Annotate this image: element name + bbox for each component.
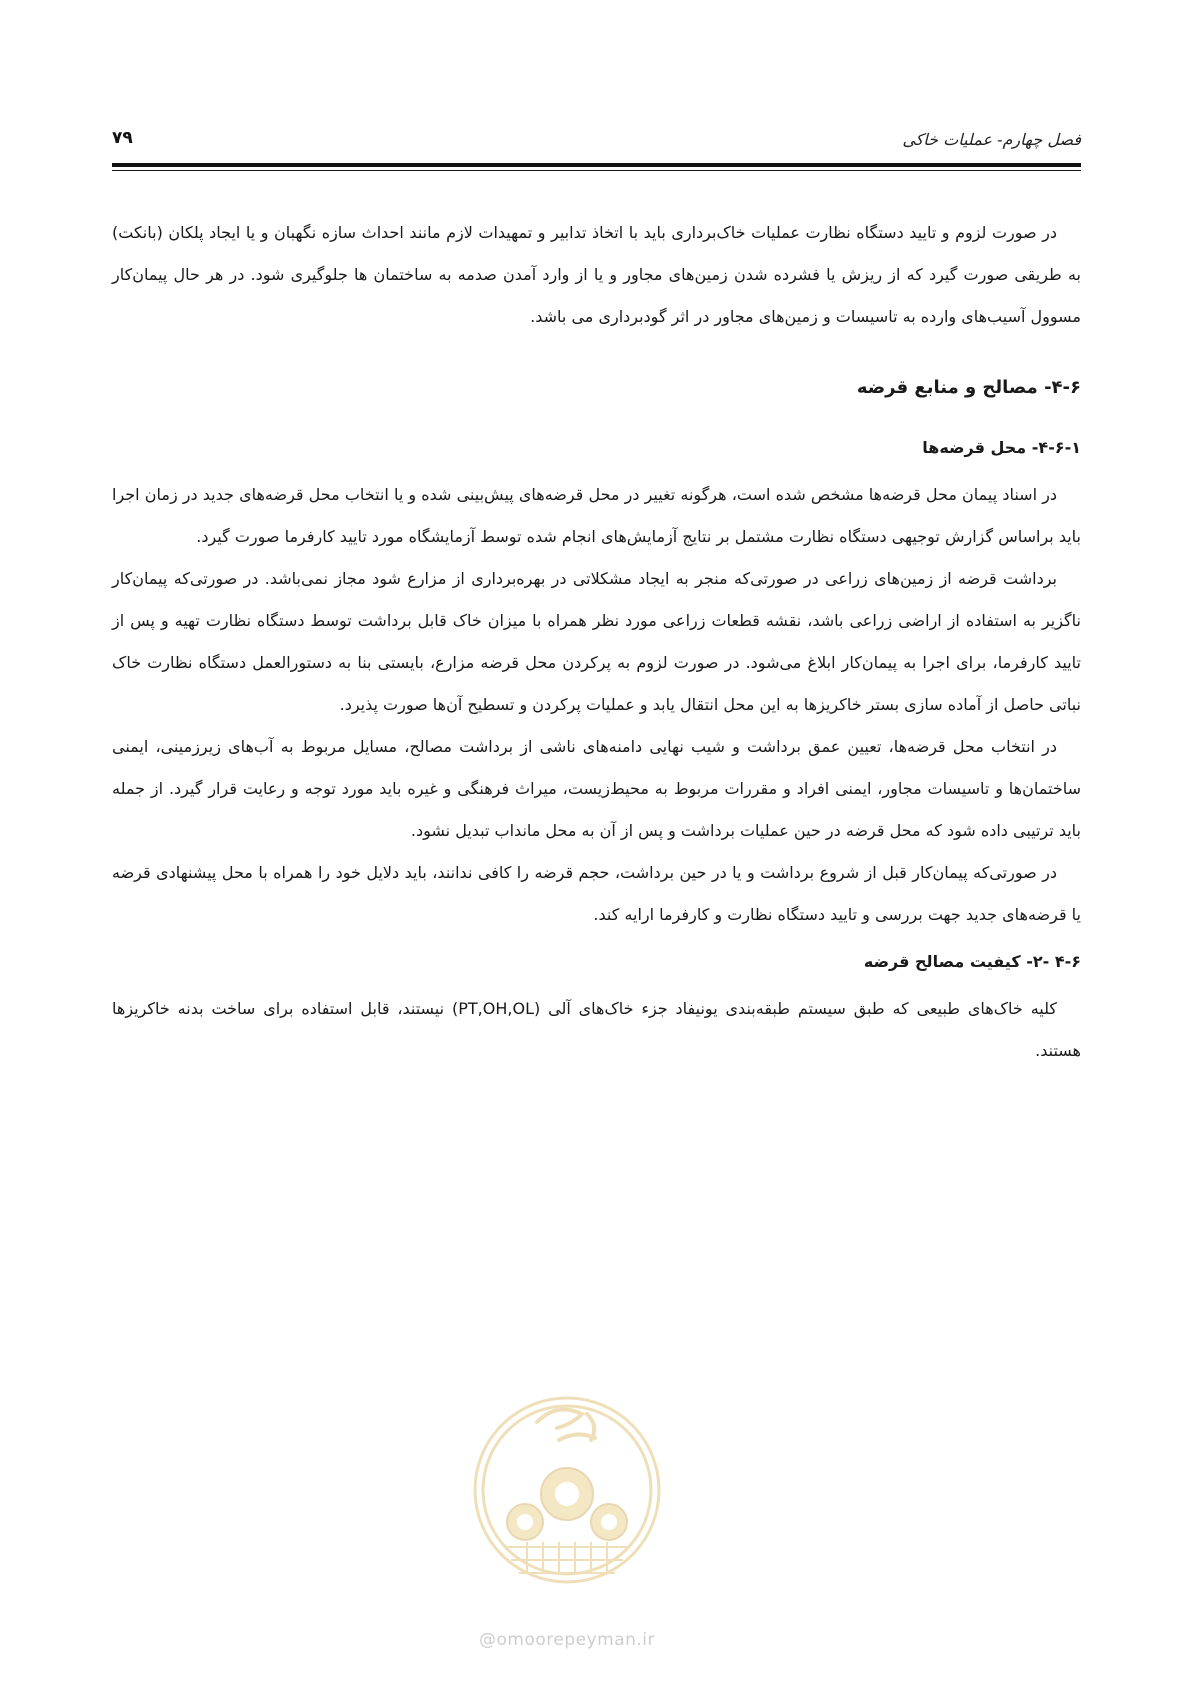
paragraph: کلیه خاک‌های طبیعی که طبق سیستم طبقه‌بندی یونیفاد جزء خاک‌های آلی (PT,OH,OL) نیستند، قابل استفاده برای ساخت بدنه خاکریزها هستند. (112, 999, 1081, 1060)
paragraph: برداشت قرضه از زمین‌های زراعی در صورتی‌که منجر به ایجاد مشکلاتی در بهره‌برداری از مزارع شود مجاز نمی‌باشد. در صورتی‌که پیمان‌کار ناگزیر به استفاده از اراضی زراعی باشد، نقشه قطعات زراعی مورد نظر همراه با میزان خاک قابل برداشت توسط دستگاه نظارت تهیه و پس از تایید کارفرما، برای اجرا به پیمان‌کار ابلاغ می‌شود. در صورت لزوم به پرکردن محل قرضه مزارع، بایستی بنا به دستورالعمل دستگاه نظارت خاک نباتی حاصل از آماده سازی بستر خاکریزها به این محل انتقال یابد و عملیات پرکردن و تسطیح آن‌ها صورت پذیرد. (112, 569, 1081, 714)
section-heading: ۴-۶- مصالح و منابع قرضه (856, 377, 1081, 398)
running-title: فصل چهارم- عملیات خاکی (902, 130, 1081, 149)
subsection-heading-borrow-sites: ۴-۶-۱- محل قرضه‌ها (922, 438, 1081, 457)
paragraph: در صورتی‌که پیمان‌کار قبل از شروع برداشت و یا در حین برداشت، حجم قرضه را کافی ندانند، باید دلایل خود را همراه با محل پیشنهادی قرضه یا قرضه‌های جدید جهت بررسی و تایید دستگاه نظارت و کارفرما ارایه کند. (112, 863, 1081, 924)
paragraph: در انتخاب محل قرضه‌ها، تعیین عمق برداشت و شیب نهایی دامنه‌های ناشی از برداشت مصالح، مسایل مربوط به آب‌های زیرزمینی، ایمنی ساختمان‌ها و تاسیسات مجاور، ایمنی افراد و مقررات مربوط به محیط‌زیست، میراث فرهنگی و غیره باید مورد توجه و رعایت قرار گیرد. از جمله باید ترتیبی داده شود که محل قرضه در حین عملیات برداشت و پس از آن به محل مانداب تبدیل نشود. (112, 737, 1081, 840)
header-rule-thick (112, 163, 1081, 167)
subsection-heading-material-quality: ۴-۶ -۲- کیفیت مصالح قرضه (863, 952, 1081, 971)
page-header (112, 126, 1081, 160)
page-number: ۷۹ (112, 128, 133, 148)
intro-paragraph: در صورت لزوم و تایید دستگاه نظارت عملیات خاک‌برداری باید با اتخاذ تدابیر و تمهیدات لازم مانند احداث سازه نگهبان و یا ایجاد پلکان (بانکت) به طریقی صورت گیرد که از ریزش یا فشرده شدن زمین‌های مجاور و یا از وارد آمدن صدمه به ساختمان ها جلوگیری شود. در هر حال پیمان‌کار مسوول آسیب‌های وارده به تاسیسات و زمین‌های مجاور در اثر گودبرداری می باشد. (112, 223, 1081, 326)
paragraph: در اسناد پیمان محل قرضه‌ها مشخص شده است، هرگونه تغییر در محل قرضه‌های پیش‌بینی شده و یا انتخاب محل قرضه‌های جدید در زمان اجرا باید براساس گزارش توجیهی دستگاه نظارت مشتمل بر نتایج آزمایش‌های انجام شده توسط آزمایشگاه مورد تایید کارفرما صورت گیرد. (112, 485, 1081, 546)
watermark-seal (467, 1362, 667, 1662)
watermark-url: @omoorepeyman.ir (478, 1630, 656, 1650)
header-rule-thin (112, 170, 1081, 171)
seal-logo-icon (467, 1362, 667, 1622)
page-content (112, 212, 1081, 1072)
